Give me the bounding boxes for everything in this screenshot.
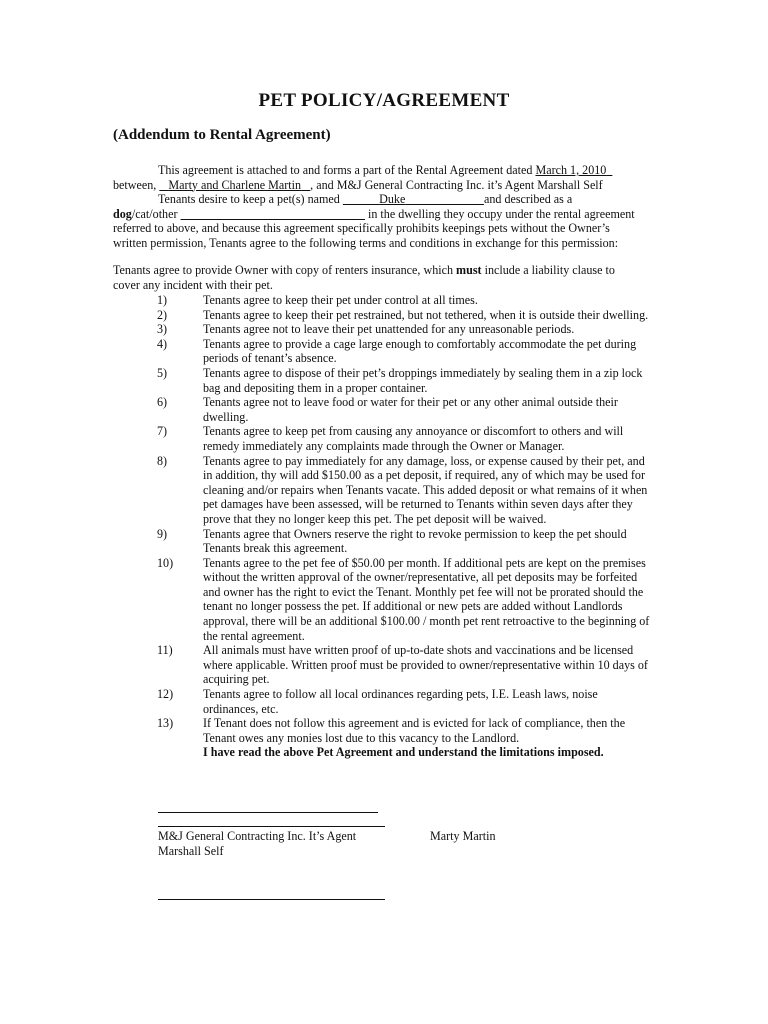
- item-text: Tenants agree to follow all local ordinances regarding pets, I.E. Leash laws, noise ordinances, etc.: [203, 687, 598, 716]
- item-text: Tenants agree to keep their pet restrained, but not tethered, when it is outside their dwelling.: [203, 307, 649, 322]
- item-text: Tenants agree not to leave food or water for their pet or any other animal outside their dwelling.: [203, 395, 618, 424]
- list-item: [113, 337, 658, 366]
- list-item: [113, 424, 658, 453]
- intro-text: /cat/other: [131, 206, 181, 221]
- item-number: 9): [157, 526, 168, 541]
- intro-line-4: [113, 207, 658, 222]
- list-item: [113, 643, 658, 687]
- list-item: [113, 293, 658, 308]
- list-item: [113, 308, 658, 323]
- list-item: [113, 322, 658, 337]
- intro-line-3: [113, 192, 658, 207]
- list-item: [113, 395, 658, 424]
- acknowledgement-statement: I have read the above Pet Agreement and understand the limitations imposed.: [203, 745, 604, 760]
- item-number: 4): [157, 336, 168, 351]
- agent-signature-label: [158, 829, 356, 858]
- agent-name-line-1: M&J General Contracting Inc. It’s Agent: [158, 829, 357, 843]
- list-item: [113, 687, 658, 716]
- list-item: [113, 716, 658, 745]
- item-text: Tenants agree to keep pet from causing any annoyance or discomfort to others and will remedy immediately any complaints made through the Owner or Manager.: [203, 424, 624, 453]
- intro-text: in the dwelling they occupy under the rental agreement: [364, 206, 635, 221]
- intro-paragraph: [113, 163, 658, 251]
- list-item: [113, 556, 658, 644]
- item-text: Tenants agree to dispose of their pet’s droppings immediately by sealing them in a zip lock bag and depositing them in a proper container.: [203, 365, 643, 395]
- item-text: Tenants agree to provide a cage large enough to comfortably accommodate the pet during periods of tenant’s absence.: [203, 336, 637, 366]
- intro-text: , and M&J General Contracting Inc. it’s Agent Marshall Self: [310, 177, 603, 192]
- list-item: [113, 527, 658, 556]
- pet-name: [343, 192, 484, 206]
- page-title: PET POLICY/AGREEMENT: [258, 90, 510, 111]
- item-text: Tenants agree to keep their pet under control at all times.: [203, 293, 478, 307]
- item-text: If Tenant does not follow this agreement and is evicted for lack of compliance, then the Tenant owes any monies lost due to this vacancy to the Landlord.: [203, 716, 626, 745]
- signature-line-agent: [158, 826, 385, 827]
- agent-name-line-2: Marshall Self: [158, 843, 224, 858]
- item-text: Tenants agree not to leave their pet unattended for any unreasonable periods.: [203, 322, 575, 337]
- insurance-paragraph: [113, 263, 643, 292]
- tenant-names: [159, 178, 310, 192]
- item-text: Tenants agree to the pet fee of $50.00 per month. If additional pets are kept on the premises without the written approval of the owner/representative, all pet deposits may be forfeited and owner has the right to evict the Tenant. Monthly pet fee will not be prorated should the tenant no longer possess the pet. If additional or new pets are added without Landlords approval, there will be an additional $100.00 / month pet rent retroactive to the beginning of the rental agreement.: [203, 555, 650, 643]
- tenant-signature-label: Marty Martin: [430, 829, 496, 843]
- insurance-must: must: [456, 263, 482, 277]
- signature-line-top: [158, 812, 378, 813]
- insurance-text: include a liability clause to cover any incident with their pet.: [113, 263, 615, 292]
- item-number: 11): [157, 643, 173, 658]
- item-number: 2): [157, 307, 168, 322]
- item-number: 13): [157, 716, 174, 731]
- item-number: 6): [157, 395, 168, 410]
- insurance-text: Tenants agree to provide Owner with copy of renters insurance, which: [113, 263, 457, 277]
- intro-text: Tenants desire to keep a pet(s) named: [158, 192, 343, 207]
- item-number: 1): [157, 293, 168, 307]
- item-text: Tenants agree to pay immediately for any damage, loss, or expense caused by their pet, and in addition, thy will add $150.00 as a pet deposit, if required, any of which may be used for cleaning and/or repairs when Tenants vacate. This added deposit or what remains of it when pet damages have been assessed, will be returned to Tenants within seven days after they prove that they no longer keep this pet. The pet deposit will be waived.: [203, 453, 648, 526]
- item-number: 7): [157, 424, 168, 439]
- pet-name-text: Duke: [379, 192, 406, 207]
- intro-text: and described as a: [483, 192, 573, 207]
- item-text: All animals must have written proof of up-to-date shots and vaccinations and be licensed where applicable. Written proof must be provided to owner/representative within 10 days of acquiring pet.: [203, 643, 648, 687]
- list-item: [113, 366, 658, 395]
- intro-text: between,: [113, 177, 160, 192]
- item-number: 5): [157, 365, 168, 380]
- blank-fill: [606, 163, 612, 177]
- item-number: 12): [157, 687, 174, 702]
- list-item: [113, 454, 658, 527]
- page-subtitle: (Addendum to Rental Agreement): [113, 127, 331, 143]
- agreement-date: March 1, 2010: [535, 163, 607, 177]
- intro-line-6: written permission, Tenants agree to the following terms and conditions in exchange for this permission:: [113, 235, 619, 250]
- pet-type-dog: dog: [113, 206, 132, 221]
- intro-text: This agreement is attached to and forms a part of the Rental Agreement dated: [158, 163, 536, 177]
- intro-line-2: [113, 178, 658, 193]
- intro-line-5: referred to above, and because this agreement specifically prohibits keepings pets without the Owner’s: [113, 221, 610, 236]
- tenant-names-text: Marty and Charlene Martin: [168, 177, 302, 192]
- other-pet-blank: [181, 207, 365, 221]
- item-text: Tenants agree that Owners reserve the right to revoke permission to keep the pet should Tenants break this agreement.: [203, 526, 627, 556]
- item-number: 3): [157, 322, 168, 337]
- intro-line-1: [113, 163, 658, 178]
- item-number: 8): [157, 453, 168, 468]
- item-number: 10): [157, 555, 174, 570]
- terms-list: [113, 293, 658, 760]
- signature-line-bottom: [158, 899, 385, 900]
